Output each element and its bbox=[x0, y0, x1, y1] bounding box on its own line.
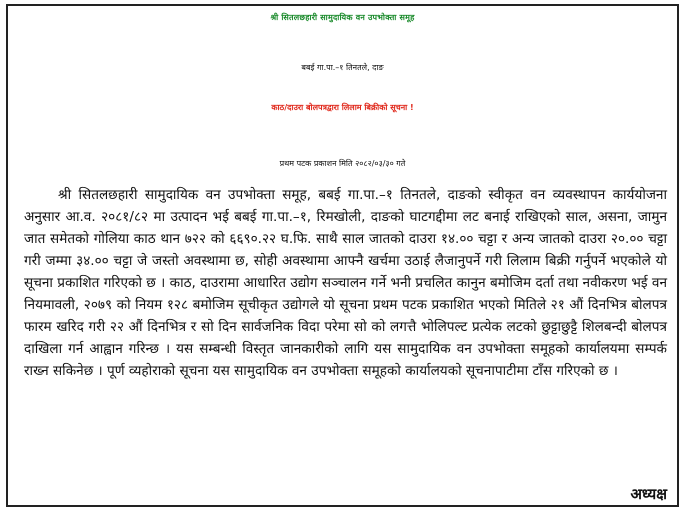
signature-chairperson: अध्यक्ष bbox=[630, 485, 667, 503]
address-line: बबई गा.पा.–१ तिनतले, दाङ bbox=[301, 63, 384, 72]
organization-title: श्री सितलछहारी सामुदायिक वन उपभोक्ता समूह bbox=[270, 13, 415, 22]
publication-date: प्रथम पटक प्रकाशन मिति २०८२/०३/३० गते bbox=[279, 159, 406, 168]
notice-frame bbox=[6, 4, 679, 507]
notice-headline: काठ/दाउरा बोलपत्रद्वारा लिलाम बिक्रीको सूचना ! bbox=[271, 103, 414, 112]
notice-body: श्री सितलछहारी सामुदायिक वन उपभोक्ता समूह, बबई गा.पा.–१ तिनतले, दाङको स्वीकृत वन व्यवस्थापन कार्ययोजना अनुसार आ.व. २०८१/८२ मा उत्पादन भई बबई गा.पा.–१, रिमखोली, दाङको घाटगद्दीमा लट बनाई राखिएको साल, असना, जामुन जात समेतको गोलिया काठ थान ७२२ को ६६९०.२२ घ.फि. साथै साल जातको दाउरा १४.०० चट्टा र अन्य जातको दाउरा २०.०० चट्टा गरी जम्मा ३४.०० चट्टा जे जस्तो अवस्थामा छ, सोही अवस्थामा आफ्नै खर्चमा उठाई लैजानुपर्ने गरी लिलाम बिक्री गर्नुपर्ने भएकोले यो सूचना प्रकाशित गरिएको छ । काठ, दाउरामा आधारित उद्योग सञ्चालन गर्ने भनी प्रचलित कानुन बमोजिम दर्ता तथा नवीकरण भई वन नियमावली, २०७९ को नियम १२८ बमोजिम सूचीकृत उद्योगले यो सूचना प्रथम पटक प्रकाशित भएको मितिले २१ औं दिनभित्र बोलपत्र फारम खरिद गरी २२ औं दिनभित्र र सो दिन सार्वजनिक विदा परेमा सो को लगत्तै भोलिपल्ट प्रत्येक लटको छुट्टाछुट्टै शिलबन्दी बोलपत्र दाखिला गर्न आह्वान गरिन्छ । यस सम्बन्धी विस्तृत जानकारीको लागि यस सामुदायिक वन उपभोक्ता समूहको कार्यालयमा सम्पर्क राख्न सकिनेछ । पूर्ण व्यहोराको सूचना यस सामुदायिक वन उपभोक्ता समूहको कार्यालयको सूचनापाटीमा टाँस गरिएको छ । bbox=[24, 187, 667, 379]
